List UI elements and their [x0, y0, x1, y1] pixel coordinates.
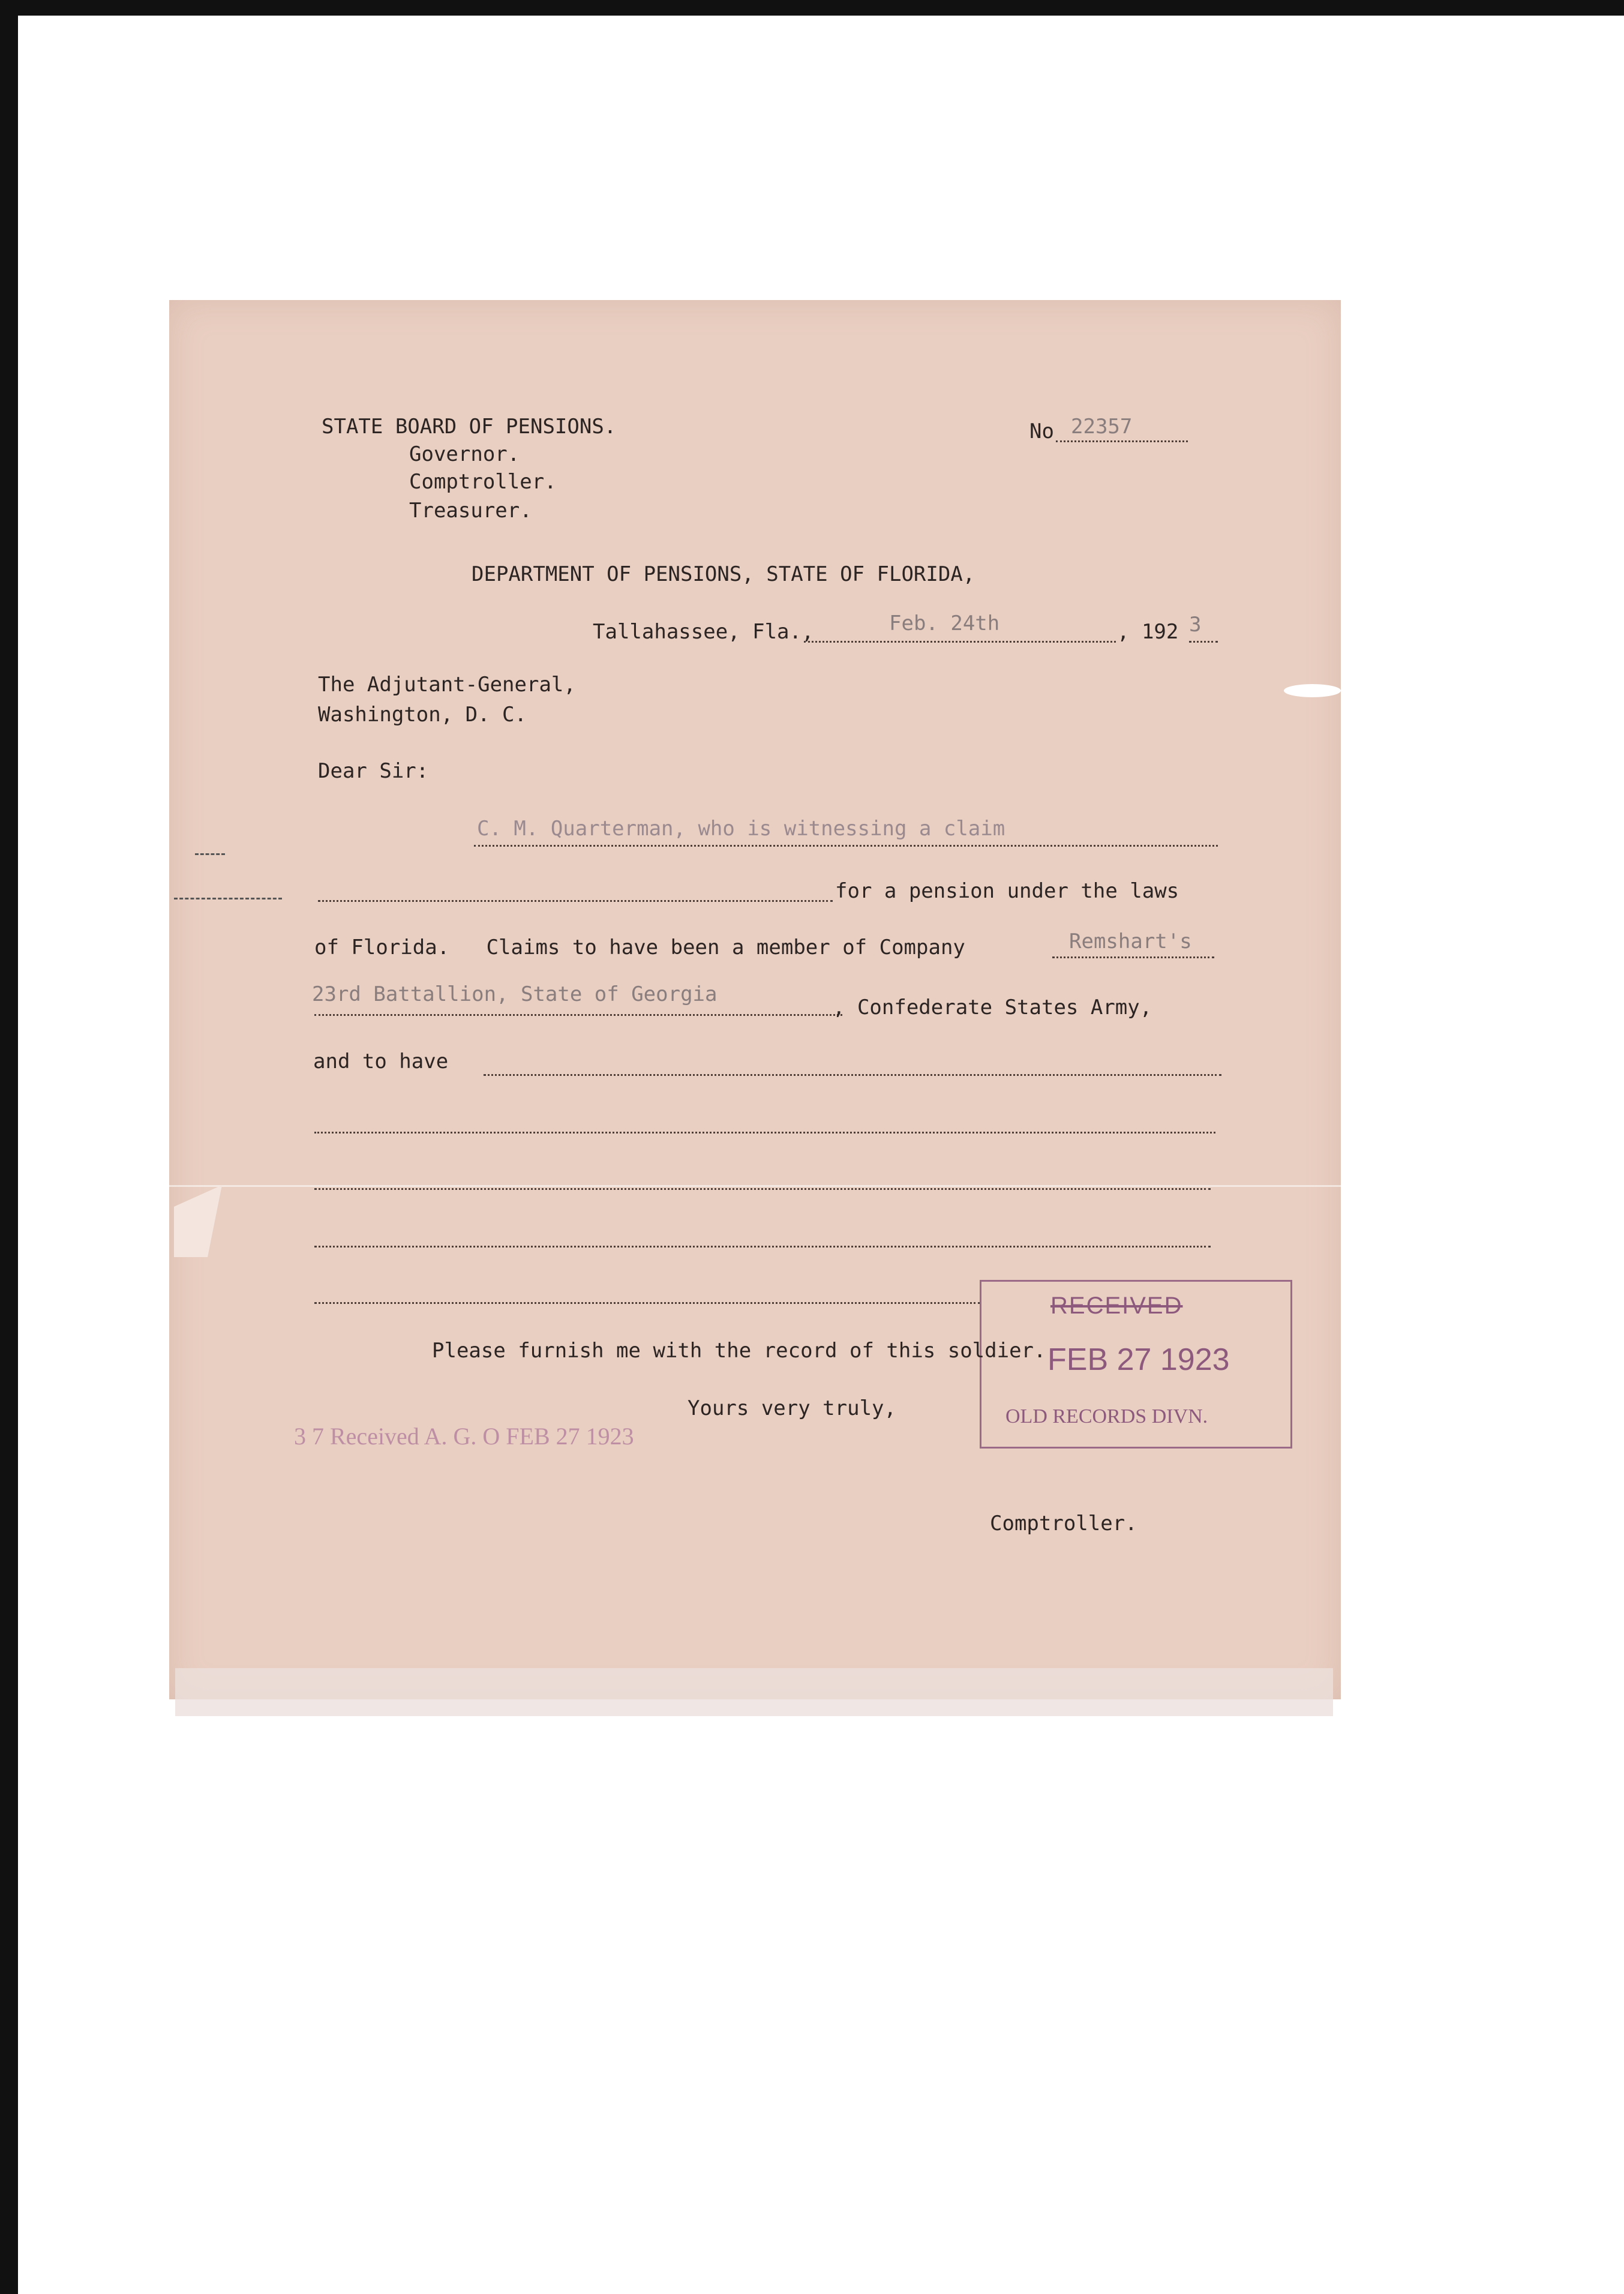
margin-mark: [195, 853, 225, 855]
army-text: , Confederate States Army,: [833, 995, 1152, 1019]
addressee-line: Washington, D. C.: [318, 703, 527, 727]
number-label: No: [1029, 419, 1054, 443]
blank-fill-line: [314, 1246, 1211, 1248]
blank-fill-line: [314, 1132, 1215, 1133]
board-title: STATE BOARD OF PENSIONS.: [322, 415, 617, 439]
closing-text: Yours very truly,: [688, 1396, 896, 1420]
received-stamp: [980, 1280, 1292, 1449]
scan-frame-top: [0, 0, 1624, 16]
margin-mark: [174, 898, 282, 899]
pension-text: for a pension under the laws: [835, 879, 1179, 903]
addressee-line: The Adjutant-General,: [318, 673, 576, 697]
claimant-fill-line: [474, 845, 1218, 847]
unit-name: 23rd Battallion, State of Georgia: [312, 982, 718, 1006]
pension-fill-line: [318, 900, 833, 902]
company-fill-line: [1052, 956, 1214, 958]
board-member: Treasurer.: [409, 499, 532, 523]
date-value: Feb. 24th: [889, 611, 1000, 635]
blank-fill-line: [314, 1302, 980, 1304]
have-fill-line: [484, 1074, 1221, 1076]
claimant-name: C. M. Quarterman, who is witnessing a claim: [477, 817, 1005, 841]
year-prefix: , 192: [1117, 620, 1179, 644]
stamp-title: RECEIVED: [1050, 1293, 1183, 1319]
request-text: Please furnish me with the record of this soldier.: [432, 1339, 1046, 1363]
dateline-place: Tallahassee, Fla.,: [593, 620, 814, 644]
board-member: Governor.: [409, 442, 520, 466]
number-value: 22357: [1071, 415, 1133, 439]
year-suffix: 3: [1189, 613, 1202, 637]
paper-bottom-strip: [175, 1668, 1333, 1716]
stamp-office: OLD RECORDS DIVN.: [1005, 1405, 1208, 1428]
signature-title: Comptroller.: [990, 1512, 1137, 1536]
ago-received-stamp: 3 7 Received A. G. O FEB 27 1923: [294, 1423, 634, 1450]
stamp-date: FEB 27 1923: [1047, 1342, 1230, 1377]
year-fill-line: [1189, 641, 1218, 643]
paper-tear: [1284, 684, 1341, 697]
department-heading: DEPARTMENT OF PENSIONS, STATE OF FLORIDA,: [472, 562, 975, 586]
company-name: Remshart's: [1069, 929, 1192, 953]
unit-fill-line: [314, 1014, 842, 1016]
blank-fill-line: [314, 1188, 1211, 1190]
florida-text: of Florida. Claims to have been a member of Company: [314, 935, 965, 959]
fold-line: [169, 1185, 1341, 1187]
number-fill-line: [1056, 440, 1188, 442]
board-member: Comptroller.: [409, 470, 557, 494]
scan-frame-left: [0, 0, 18, 2294]
date-fill-line: [804, 641, 1116, 643]
have-text: and to have: [313, 1049, 449, 1073]
salutation: Dear Sir:: [318, 759, 429, 783]
